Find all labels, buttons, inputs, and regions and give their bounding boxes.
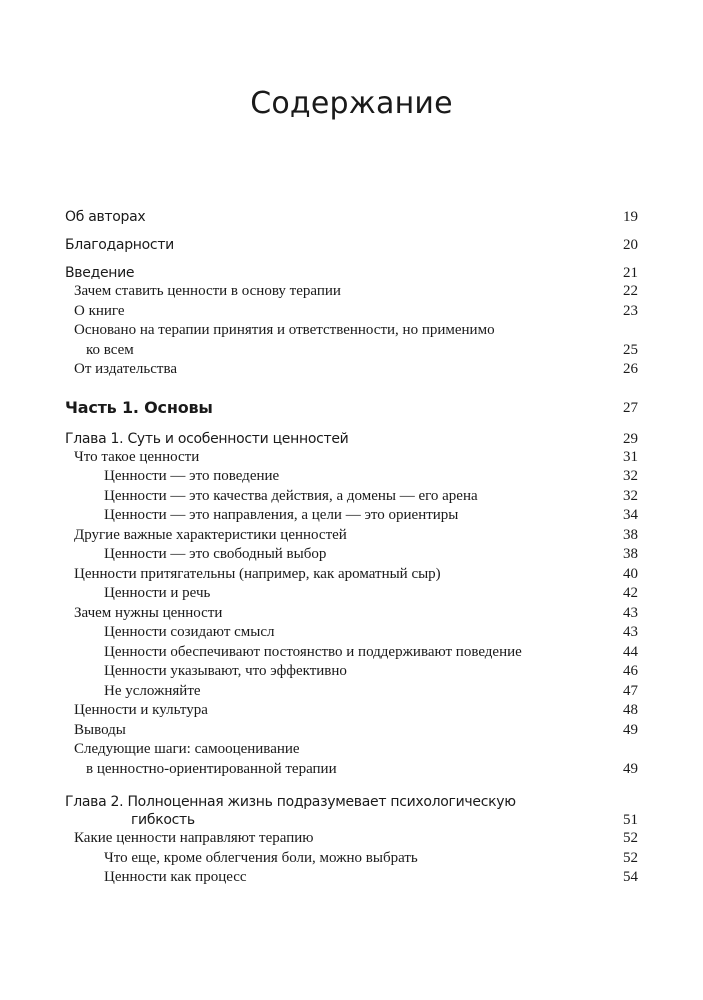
toc-entry-text: Ценности и речь: [104, 585, 211, 601]
toc-entry[interactable]: [65, 302, 638, 322]
toc-entry-title: [65, 868, 247, 888]
toc-entry-text: Зачем нужны ценности: [74, 604, 223, 621]
toc-entry-text: Ценности — это поведение: [104, 468, 280, 484]
toc-page-number: 52: [623, 830, 638, 846]
toc-entry[interactable]: [65, 868, 638, 888]
toc-entry-text: Какие ценности направляют терапию: [74, 830, 314, 846]
toc-page-number: 34: [623, 507, 638, 523]
toc-entry-title: [65, 430, 348, 448]
toc-entry-title: [65, 467, 279, 487]
toc-entry[interactable]: [65, 623, 638, 643]
toc-entry-text: Зачем ставить ценности в основу терапии: [74, 283, 341, 299]
toc-entry-title: [65, 682, 201, 702]
toc-entry-text: О книге: [74, 302, 125, 319]
toc-entry[interactable]: [65, 793, 638, 829]
toc-entry[interactable]: [65, 849, 638, 869]
toc-entry-title: [65, 829, 313, 849]
toc-entry-text: Ценности — это свободный выбор: [104, 546, 327, 562]
toc-entry[interactable]: [65, 430, 638, 448]
toc-entry-text: Глава 2. Полноценная жизнь подразумевает психологическую: [65, 794, 516, 810]
toc-entry-title: [65, 721, 126, 741]
toc-entry-text: Ценности — это качества действия, а домены — его арена: [104, 487, 478, 504]
toc-entry[interactable]: [65, 682, 638, 702]
toc-entry[interactable]: [65, 740, 638, 779]
toc-page-number: 38: [623, 526, 638, 543]
toc-page-number: 21: [623, 265, 638, 281]
toc-page-number: 52: [623, 849, 638, 866]
toc-entry[interactable]: [65, 398, 638, 418]
toc-entry-text: Основано на терапии принятия и ответственности, но применимо: [74, 322, 495, 338]
toc-entry[interactable]: [65, 643, 638, 663]
toc-page-number: 32: [623, 468, 638, 484]
toc-entry[interactable]: [65, 236, 638, 254]
toc-entry-title: [65, 506, 458, 526]
toc-page-number: 31: [623, 448, 638, 465]
toc-entry-text: Ценности и культура: [74, 702, 208, 718]
toc-page-number: 47: [623, 682, 638, 699]
toc-page-number: 38: [623, 546, 638, 562]
toc-entry-title: [65, 236, 174, 254]
toc-page-number: 19: [623, 209, 638, 225]
toc-entry-title: [65, 545, 326, 565]
toc-entry-title: [65, 584, 210, 604]
toc-entry-text: Введение: [65, 265, 135, 281]
toc-page-number: 25: [623, 341, 638, 358]
toc-entry[interactable]: [65, 448, 638, 468]
toc-page-number: 43: [623, 624, 638, 640]
toc-entry-text: Ценности указывают, что эффективно: [104, 663, 347, 679]
toc-entry-title: [65, 302, 125, 322]
toc-entry-text: Ценности — это направления, а цели — это ориентиры: [104, 507, 459, 523]
toc-entry[interactable]: [65, 321, 638, 360]
toc-entry-text: Выводы: [74, 721, 126, 738]
toc-entry-title: [65, 487, 478, 507]
toc-entry[interactable]: [65, 701, 638, 721]
toc-page-number: 49: [623, 721, 638, 738]
table-of-contents: [65, 200, 638, 888]
toc-entry-title: [65, 208, 145, 226]
toc-entry[interactable]: [65, 721, 638, 741]
toc-entry-text: Следующие шаги: самооценивание: [74, 741, 300, 757]
toc-entry-text: Что еще, кроме облегчения боли, можно выбрать: [104, 849, 418, 866]
toc-entry-title: [65, 604, 222, 624]
toc-page-number: 26: [623, 361, 638, 377]
toc-page-number: 29: [623, 430, 638, 447]
toc-entry-title: [65, 623, 275, 643]
toc-entry-title: [65, 526, 347, 546]
toc-entry[interactable]: [65, 360, 638, 380]
toc-entry-text: Что такое ценности: [74, 448, 200, 465]
toc-entry-text-continued: ко всем: [86, 341, 134, 358]
toc-entry-title: [65, 740, 337, 779]
toc-page-number: 54: [623, 869, 638, 885]
toc-page-number: 44: [623, 643, 638, 660]
toc-entry-text: От издательства: [74, 361, 178, 377]
toc-entry[interactable]: [65, 467, 638, 487]
toc-entry-title: [65, 643, 522, 663]
toc-page-number: 27: [623, 399, 638, 416]
toc-entry-title: [65, 321, 495, 360]
toc-entry-text-continued: в ценностно-ориентированной терапии: [86, 760, 337, 777]
toc-page-number: 20: [623, 237, 638, 253]
toc-entry-text: Ценности созидают смысл: [104, 624, 275, 640]
toc-entry-title: [65, 849, 418, 869]
toc-entry-text-continued: гибкость: [131, 812, 195, 828]
toc-page-number: 22: [623, 283, 638, 299]
toc-entry-title: [65, 398, 213, 418]
toc-entry[interactable]: [65, 604, 638, 624]
toc-entry-text: Благодарности: [65, 237, 174, 253]
toc-entry-title: [65, 565, 441, 585]
toc-entry-title: [65, 662, 347, 682]
toc-page-number: 40: [623, 565, 638, 582]
toc-entry[interactable]: [65, 264, 638, 282]
toc-page-number: 43: [623, 604, 638, 621]
toc-entry[interactable]: [65, 565, 638, 585]
toc-entry-text: Часть 1. Основы: [65, 397, 213, 417]
toc-entry[interactable]: [65, 584, 638, 604]
toc-entry-text: Ценности притягательны (например, как ароматный сыр): [74, 565, 441, 582]
toc-page-number: 51: [623, 812, 638, 828]
toc-entry-title: [65, 360, 177, 380]
toc-page-number: 42: [623, 585, 638, 601]
toc-entry-title: [65, 793, 516, 829]
toc-entry-text: Об авторах: [65, 209, 146, 225]
toc-entry[interactable]: [65, 282, 638, 302]
toc-page-number: 23: [623, 302, 638, 319]
toc-entry[interactable]: [65, 829, 638, 849]
toc-page-number: 48: [623, 702, 638, 718]
toc-entry-text: Ценности как процесс: [104, 869, 247, 885]
toc-entry[interactable]: [65, 662, 638, 682]
toc-page-number: 32: [623, 487, 638, 504]
toc-entry[interactable]: [65, 506, 638, 526]
toc-entry-title: [65, 282, 341, 302]
toc-entry-text: Ценности обеспечивают постоянство и поддерживают поведение: [104, 643, 522, 660]
toc-entry-title: [65, 701, 208, 721]
page-title: Содержание: [250, 86, 453, 121]
toc-entry[interactable]: [65, 208, 638, 226]
toc-entry[interactable]: [65, 545, 638, 565]
toc-entry[interactable]: [65, 487, 638, 507]
toc-page-number: 46: [623, 663, 638, 679]
toc-entry[interactable]: [65, 526, 638, 546]
toc-entry-text: Глава 1. Суть и особенности ценностей: [65, 430, 349, 447]
toc-entry-title: [65, 448, 199, 468]
toc-entry-text: Не усложняйте: [104, 682, 201, 699]
toc-entry-title: [65, 264, 134, 282]
toc-page-number: 49: [623, 760, 638, 777]
toc-entry-text: Другие важные характеристики ценностей: [74, 526, 347, 543]
